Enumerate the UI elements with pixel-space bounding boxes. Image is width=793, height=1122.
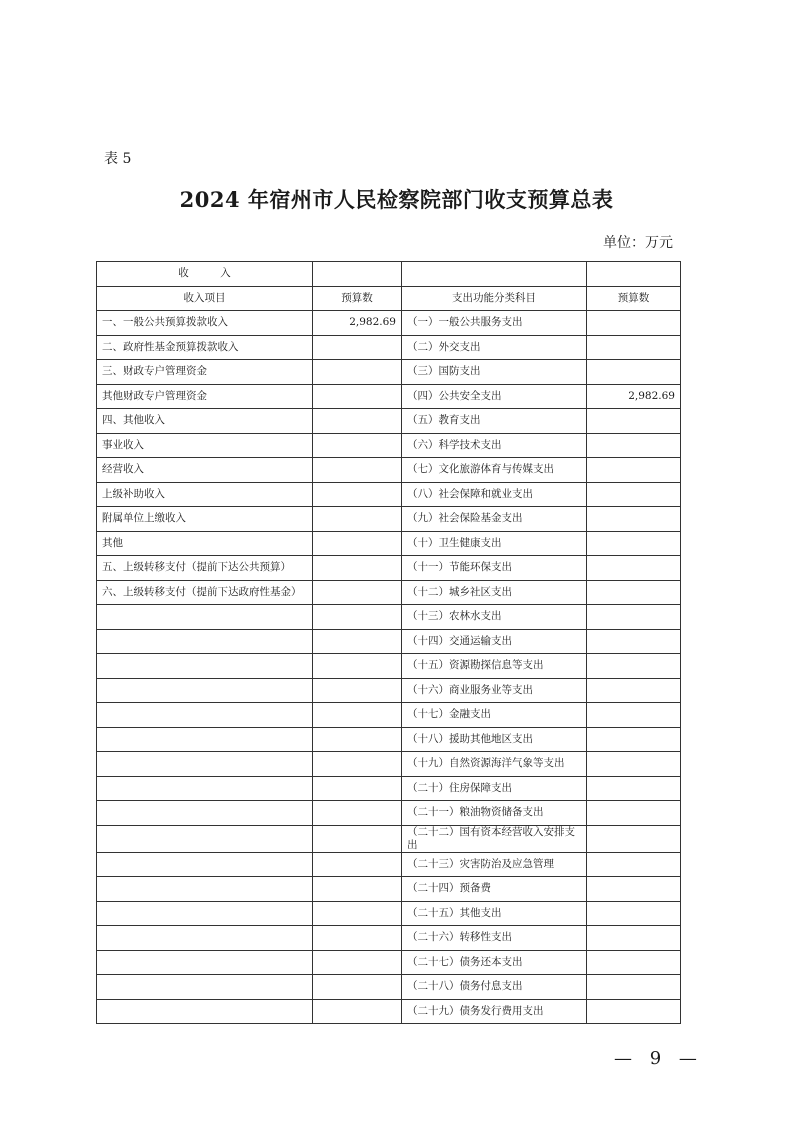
expense-item-cell: （八）社会保障和就业支出 <box>402 482 587 507</box>
income-item-cell <box>97 801 313 826</box>
income-item-cell <box>97 975 313 1000</box>
income-amount-cell <box>313 825 402 852</box>
expense-amount-cell <box>587 852 681 877</box>
budget-table-body <box>97 262 681 1024</box>
income-item-cell <box>97 877 313 902</box>
table-row <box>97 950 681 975</box>
table-row <box>97 580 681 605</box>
table-row <box>97 384 681 409</box>
income-amount-cell <box>313 384 402 409</box>
blank-header-cell <box>587 262 681 287</box>
expense-amount-cell <box>587 311 681 336</box>
table-row <box>97 360 681 385</box>
expense-item-cell: （二十七）债务还本支出 <box>402 950 587 975</box>
table-row <box>97 776 681 801</box>
table-row <box>97 975 681 1000</box>
expense-amount-cell <box>587 409 681 434</box>
expense-item-cell: （四）公共安全支出 <box>402 384 587 409</box>
expense-item-cell: （二十九）债务发行费用支出 <box>402 999 587 1024</box>
expense-item-cell: （九）社会保险基金支出 <box>402 507 587 532</box>
expense-amount-cell <box>587 531 681 556</box>
expense-amount-cell <box>587 825 681 852</box>
table-row <box>97 531 681 556</box>
income-amount-cell <box>313 531 402 556</box>
income-amount-cell <box>313 852 402 877</box>
income-item-cell <box>97 727 313 752</box>
expense-amount-header: 预算数 <box>587 286 681 311</box>
table-row <box>97 605 681 630</box>
table-row <box>97 458 681 483</box>
income-amount-cell <box>313 433 402 458</box>
table-row <box>97 409 681 434</box>
income-amount-cell <box>313 999 402 1024</box>
budget-table <box>96 261 681 1024</box>
income-item-cell: 事业收入 <box>97 433 313 458</box>
unit-label: 单位：万元 <box>603 235 673 251</box>
expense-amount-cell <box>587 580 681 605</box>
table-label: 表 5 <box>104 151 132 167</box>
income-item-cell <box>97 926 313 951</box>
table-row <box>97 507 681 532</box>
income-amount-cell <box>313 975 402 1000</box>
table-row <box>97 999 681 1024</box>
income-amount-cell <box>313 678 402 703</box>
table-row <box>97 801 681 826</box>
income-amount-cell <box>313 360 402 385</box>
expense-item-cell: （二）外交支出 <box>402 335 587 360</box>
expense-item-cell: （十七）金融支出 <box>402 703 587 728</box>
income-amount-cell <box>313 605 402 630</box>
expense-item-cell: （三）国防支出 <box>402 360 587 385</box>
table-row <box>97 752 681 777</box>
expense-amount-cell <box>587 654 681 679</box>
income-item-cell <box>97 752 313 777</box>
income-amount-cell <box>313 409 402 434</box>
table-row <box>97 727 681 752</box>
income-item-cell: 经营收入 <box>97 458 313 483</box>
table-row <box>97 629 681 654</box>
income-item-cell: 四、其他收入 <box>97 409 313 434</box>
expense-amount-cell <box>587 801 681 826</box>
expense-item-cell: （二十四）预备费 <box>402 877 587 902</box>
table-section-header-row <box>97 262 681 287</box>
blank-header-cell <box>313 262 402 287</box>
income-amount-cell: 2,982.69 <box>313 311 402 336</box>
income-amount-cell <box>313 580 402 605</box>
income-amount-header: 预算数 <box>313 286 402 311</box>
income-item-cell <box>97 678 313 703</box>
expense-item-cell: （十四）交通运输支出 <box>402 629 587 654</box>
income-item-cell <box>97 629 313 654</box>
income-item-cell <box>97 776 313 801</box>
expense-item-cell: （十三）农林水支出 <box>402 605 587 630</box>
income-section-header: 收 入 <box>97 262 313 287</box>
blank-header-cell <box>402 262 587 287</box>
expense-item-cell: （二十八）债务付息支出 <box>402 975 587 1000</box>
expense-amount-cell <box>587 360 681 385</box>
table-row <box>97 926 681 951</box>
page-number: — 9 — <box>614 1048 703 1069</box>
income-item-cell <box>97 654 313 679</box>
expense-item-cell: （二十六）转移性支出 <box>402 926 587 951</box>
expense-item-cell: （十一）节能环保支出 <box>402 556 587 581</box>
expense-item-cell: （十八）援助其他地区支出 <box>402 727 587 752</box>
income-item-cell <box>97 703 313 728</box>
expense-item-cell: （六）科学技术支出 <box>402 433 587 458</box>
expense-amount-cell <box>587 482 681 507</box>
income-amount-cell <box>313 727 402 752</box>
table-row <box>97 654 681 679</box>
expense-item-cell: （十六）商业服务业等支出 <box>402 678 587 703</box>
income-amount-cell <box>313 926 402 951</box>
expense-amount-cell <box>587 629 681 654</box>
income-item-cell <box>97 950 313 975</box>
expense-item-cell: （一）一般公共服务支出 <box>402 311 587 336</box>
expense-amount-cell <box>587 776 681 801</box>
income-item-cell: 其他财政专户管理资金 <box>97 384 313 409</box>
income-item-cell: 三、财政专户管理资金 <box>97 360 313 385</box>
expense-amount-cell <box>587 678 681 703</box>
expense-amount-cell <box>587 605 681 630</box>
income-amount-cell <box>313 776 402 801</box>
income-amount-cell <box>313 654 402 679</box>
table-column-header-row <box>97 286 681 311</box>
table-row <box>97 311 681 336</box>
expense-amount-cell <box>587 901 681 926</box>
expense-item-cell: （十九）自然资源海洋气象等支出 <box>402 752 587 777</box>
expense-item-cell: （二十二）国有资本经营收入安排支出 <box>402 825 587 852</box>
expense-amount-cell <box>587 703 681 728</box>
income-item-cell: 二、政府性基金预算拨款收入 <box>97 335 313 360</box>
income-item-cell: 其他 <box>97 531 313 556</box>
page-title: 2024 年宿州市人民检察院部门收支预算总表 <box>179 187 614 212</box>
income-item-cell: 上级补助收入 <box>97 482 313 507</box>
income-item-cell: 一、一般公共预算拨款收入 <box>97 311 313 336</box>
expense-amount-cell <box>587 950 681 975</box>
expense-amount-cell <box>587 458 681 483</box>
income-amount-cell <box>313 629 402 654</box>
income-amount-cell <box>313 482 402 507</box>
table-row <box>97 852 681 877</box>
income-amount-cell <box>313 950 402 975</box>
income-item-cell <box>97 901 313 926</box>
income-amount-cell <box>313 458 402 483</box>
income-item-cell <box>97 852 313 877</box>
expense-item-cell: （二十）住房保障支出 <box>402 776 587 801</box>
expense-amount-cell <box>587 752 681 777</box>
income-item-cell: 五、上级转移支付（提前下达公共预算） <box>97 556 313 581</box>
income-item-cell: 附属单位上缴收入 <box>97 507 313 532</box>
expense-item-cell: （七）文化旅游体育与传媒支出 <box>402 458 587 483</box>
expense-item-header: 支出功能分类科目 <box>402 286 587 311</box>
expense-item-cell: （二十五）其他支出 <box>402 901 587 926</box>
expense-amount-cell <box>587 433 681 458</box>
expense-amount-cell: 2,982.69 <box>587 384 681 409</box>
expense-amount-cell <box>587 999 681 1024</box>
expense-amount-cell <box>587 975 681 1000</box>
expense-item-cell: （二十一）粮油物资储备支出 <box>402 801 587 826</box>
income-item-cell <box>97 605 313 630</box>
expense-item-cell: （五）教育支出 <box>402 409 587 434</box>
income-item-header: 收入项目 <box>97 286 313 311</box>
income-amount-cell <box>313 335 402 360</box>
expense-item-cell: （十）卫生健康支出 <box>402 531 587 556</box>
income-amount-cell <box>313 901 402 926</box>
income-amount-cell <box>313 752 402 777</box>
expense-amount-cell <box>587 727 681 752</box>
table-row <box>97 482 681 507</box>
table-row <box>97 678 681 703</box>
income-item-cell: 六、上级转移支付（提前下达政府性基金） <box>97 580 313 605</box>
expense-amount-cell <box>587 335 681 360</box>
expense-item-cell: （十五）资源勘探信息等支出 <box>402 654 587 679</box>
table-row <box>97 901 681 926</box>
table-row <box>97 877 681 902</box>
table-row <box>97 335 681 360</box>
table-row <box>97 433 681 458</box>
expense-item-cell: （二十三）灾害防治及应急管理 <box>402 852 587 877</box>
income-amount-cell <box>313 877 402 902</box>
income-amount-cell <box>313 801 402 826</box>
income-amount-cell <box>313 556 402 581</box>
table-row <box>97 825 681 852</box>
table-row <box>97 556 681 581</box>
income-amount-cell <box>313 703 402 728</box>
expense-amount-cell <box>587 507 681 532</box>
income-item-cell <box>97 999 313 1024</box>
expense-amount-cell <box>587 926 681 951</box>
expense-item-cell: （十二）城乡社区支出 <box>402 580 587 605</box>
income-item-cell <box>97 825 313 852</box>
income-amount-cell <box>313 507 402 532</box>
expense-amount-cell <box>587 877 681 902</box>
table-row <box>97 703 681 728</box>
expense-amount-cell <box>587 556 681 581</box>
